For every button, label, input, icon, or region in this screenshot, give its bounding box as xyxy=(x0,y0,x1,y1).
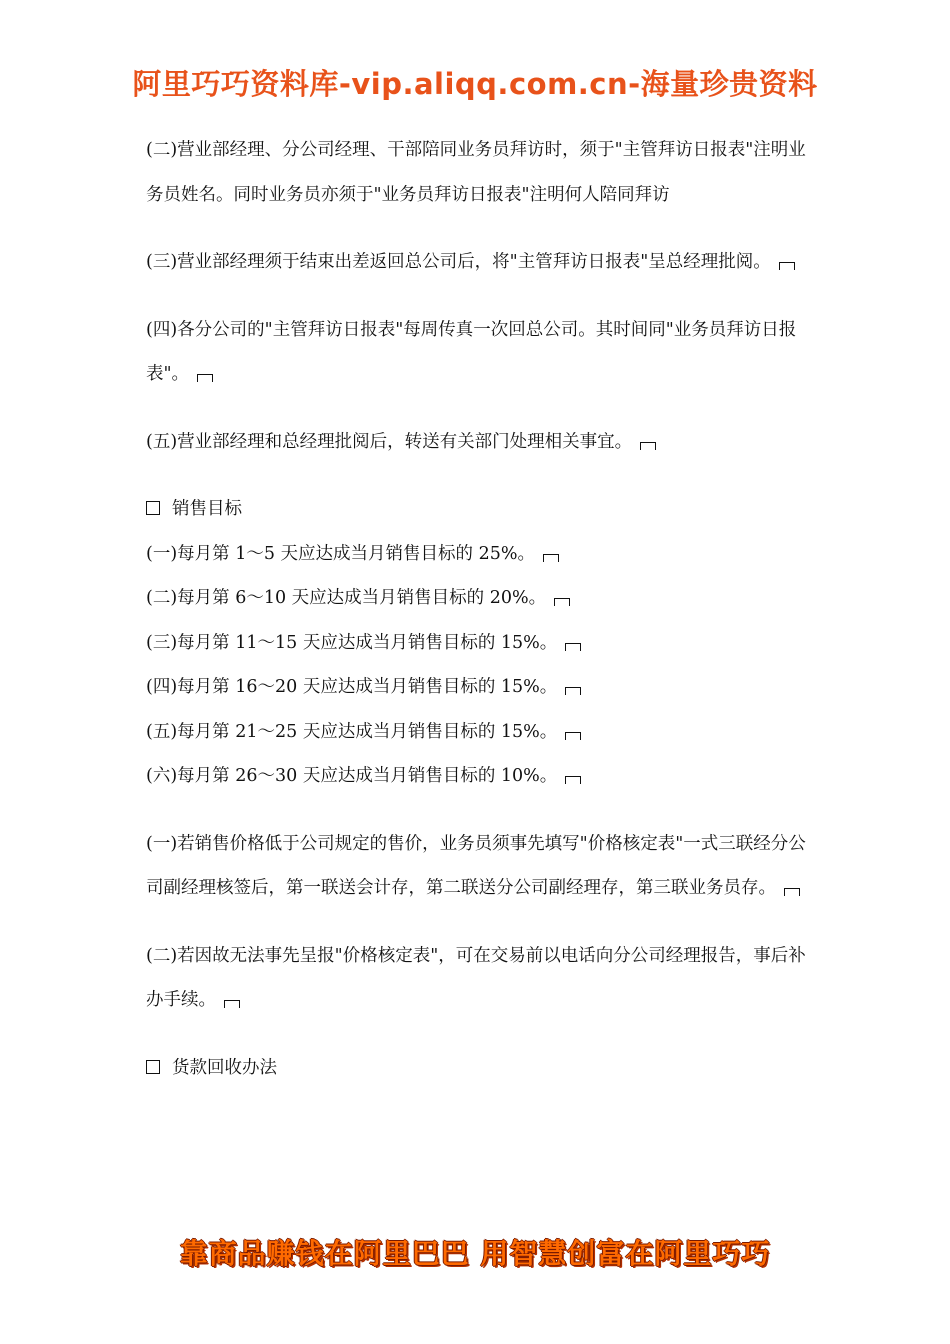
paragraph-mark-icon xyxy=(197,374,213,382)
paragraph-text: (二)若因故无法事先呈报"价格核定表"，可在交易前以电话向分公司经理报告，事后补办手续。 xyxy=(146,945,806,1010)
paragraph-mark-icon xyxy=(784,888,800,896)
paragraph-mark-icon xyxy=(224,1000,240,1008)
paragraph-mark-icon xyxy=(554,598,570,606)
list-item-text: (二)每月第 6～10 天应达成当月销售目标的 20%。 xyxy=(146,588,547,608)
paragraph xyxy=(146,822,810,911)
checkbox-square-icon xyxy=(146,1060,160,1074)
list-item-text: (五)每月第 21～25 天应达成当月销售目标的 15%。 xyxy=(146,721,558,742)
paragraph-mark-icon xyxy=(779,262,795,270)
list-item xyxy=(146,621,810,666)
paragraph-text: (三)营业部经理须于结束出差返回总公司后，将"主管拜访日报表"呈总经理批阅。 xyxy=(146,252,771,272)
header-banner: 阿里巧巧资料库-vip.aliqq.com.cn-海量珍贵资料 xyxy=(132,67,818,101)
list-item xyxy=(146,665,810,710)
list-item-text: (四)每月第 16～20 天应达成当月销售目标的 15%。 xyxy=(146,677,558,697)
paragraph-mark-icon xyxy=(565,687,581,695)
section-heading-text: 销售目标 xyxy=(172,499,242,519)
list-item xyxy=(146,576,810,621)
paragraph-mark-icon xyxy=(640,442,656,450)
paragraph-mark-icon xyxy=(565,732,581,740)
list-item xyxy=(146,710,810,755)
list-item-text: (三)每月第 11～15 天应达成当月销售目标的 15%。 xyxy=(146,632,558,653)
section-heading-payment xyxy=(146,1046,810,1091)
list-item-text: (一)每月第 1～5 天应达成当月销售目标的 25%。 xyxy=(146,543,536,564)
paragraph-text: (二)营业部经理、分公司经理、干部陪同业务员拜访时，须于"主管拜访日报表"注明业务员姓名。同时业务员亦须于"业务员拜访日报表"注明何人陪同拜访 xyxy=(146,140,806,205)
list-item xyxy=(146,754,810,799)
paragraph-text: (五)营业部经理和总经理批阅后，转送有关部门处理相关事宜。 xyxy=(146,431,633,452)
paragraph-mark-icon xyxy=(565,643,581,651)
paragraph xyxy=(146,308,810,397)
checkbox-square-icon xyxy=(146,501,160,515)
list-item-text: (六)每月第 26～30 天应达成当月销售目标的 10%。 xyxy=(146,766,558,786)
footer-banner: 靠商品赚钱在阿里巴巴 用智慧创富在阿里巧巧 xyxy=(179,1237,771,1270)
paragraph-text: (四)各分公司的"主管拜访日报表"每周传真一次回总公司。其时间同"业务员拜访日报表"。 xyxy=(146,319,797,384)
section-heading-text: 货款回收办法 xyxy=(172,1057,277,1078)
section-heading-sales xyxy=(146,487,810,532)
document-body xyxy=(146,128,810,1090)
paragraph xyxy=(146,934,810,1023)
paragraph xyxy=(146,420,810,465)
paragraph-mark-icon xyxy=(543,554,559,562)
list-item xyxy=(146,532,810,577)
paragraph-text: (一)若销售价格低于公司规定的售价，业务员须事先填写"价格核定表"一式三联经分公司副经理核签后，第一联送会计存，第二联送分公司副经理存，第三联业务员存。 xyxy=(146,833,806,898)
paragraph xyxy=(146,128,810,217)
sales-target-list xyxy=(146,532,810,799)
paragraph-mark-icon xyxy=(565,776,581,784)
paragraph xyxy=(146,240,810,285)
